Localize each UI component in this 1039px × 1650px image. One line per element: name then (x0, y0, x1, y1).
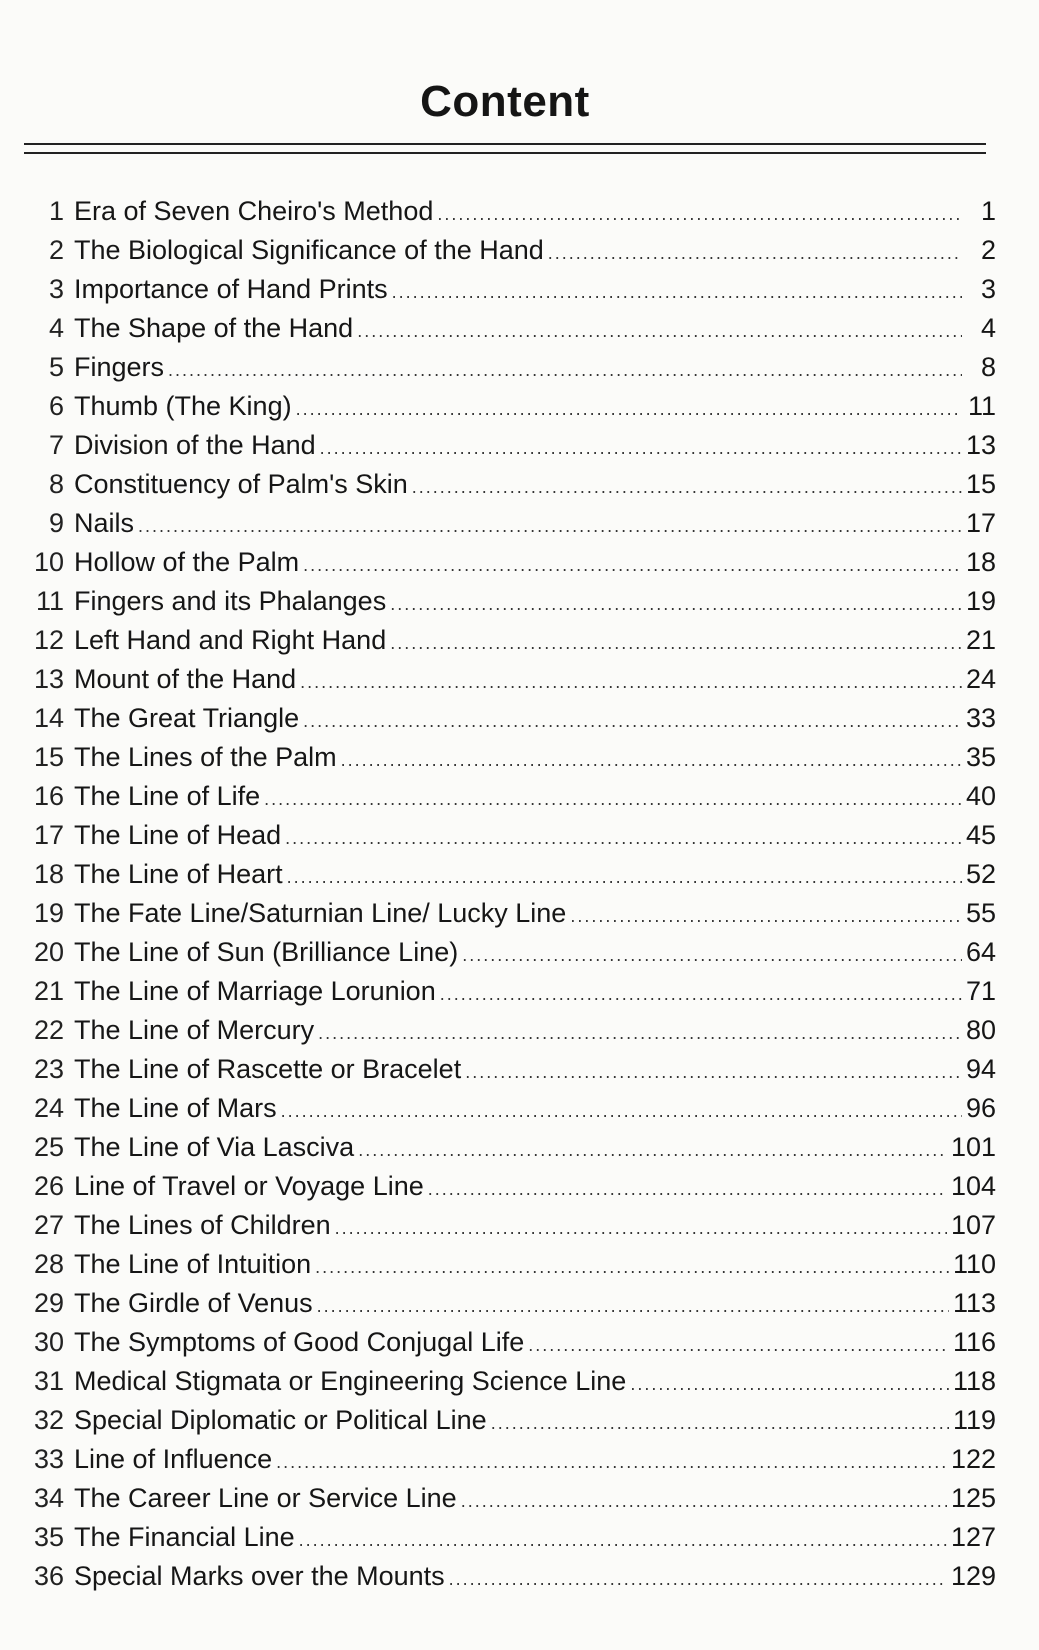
toc-entry (24, 309, 996, 348)
toc-entry-title: The Career Line or Service Line (74, 1483, 457, 1513)
toc-entry-page: 35 (965, 742, 996, 772)
toc-entry-title: Medical Stigmata or Engineering Science Line (74, 1366, 627, 1396)
toc-entry-page: 64 (965, 937, 996, 967)
toc-entry (24, 894, 996, 933)
toc-entry-number: 3 (48, 274, 64, 304)
toc-entry-title: The Lines of Children (74, 1210, 331, 1240)
toc-dot-leader (276, 1443, 947, 1482)
toc-entry (24, 699, 996, 738)
toc-dot-leader (528, 1326, 949, 1365)
toc-entry-number: 35 (33, 1522, 64, 1552)
toc-entry-page: 96 (965, 1093, 996, 1123)
toc-entry-page: 2 (980, 235, 996, 265)
toc-entry-number: 1 (48, 196, 64, 226)
toc-entry-title: Fingers (74, 352, 165, 382)
toc-entry-page: 110 (952, 1249, 996, 1279)
toc-entry-number: 22 (33, 1015, 64, 1045)
toc-entry-number: 25 (33, 1132, 64, 1162)
toc-entry-page: 119 (952, 1405, 996, 1435)
toc-entry-title: Line of Travel or Voyage Line (74, 1171, 424, 1201)
toc-entry-number: 20 (33, 937, 64, 967)
toc-entry (24, 1284, 996, 1323)
toc-entry-title: The Line of Intuition (74, 1249, 312, 1279)
toc-dot-leader (138, 507, 962, 546)
toc-entry-number: 17 (33, 820, 64, 850)
toc-entry-page: 52 (965, 859, 996, 889)
toc-entry (24, 1557, 996, 1596)
toc-entry-page: 1 (980, 196, 996, 226)
toc-entry-title: The Line of Head (74, 820, 282, 850)
toc-entry (24, 1167, 996, 1206)
toc-dot-leader (462, 936, 962, 975)
toc-entry-title: The Shape of the Hand (74, 313, 354, 343)
toc-entry-number: 6 (48, 391, 64, 421)
toc-entry-page: 127 (950, 1522, 996, 1552)
toc-entry-title: Constituency of Palm's Skin (74, 469, 408, 499)
toc-entry-number: 27 (33, 1210, 64, 1240)
toc-entry (24, 270, 996, 309)
toc-entry-page: 129 (950, 1561, 996, 1591)
toc-entry-number: 5 (48, 352, 64, 382)
toc-entry (24, 192, 996, 231)
toc-dot-leader (428, 1170, 947, 1209)
toc-entry-title: The Line of Rascette or Bracelet (74, 1054, 462, 1084)
toc-entry (24, 1440, 996, 1479)
toc-dot-leader (315, 1248, 949, 1287)
toc-dot-leader (440, 975, 962, 1014)
toc-entry-title: The Symptoms of Good Conjugal Life (74, 1327, 525, 1357)
toc-dot-leader (281, 1092, 962, 1131)
toc-entry-title: Special Diplomatic or Political Line (74, 1405, 487, 1435)
toc-entry-title: The Line of Life (74, 781, 261, 811)
page-title: Content (420, 77, 590, 127)
toc-entry-title: The Line of Marriage Lorunion (74, 976, 436, 1006)
toc-entry-number: 2 (48, 235, 64, 265)
toc-entry-page: 107 (950, 1210, 996, 1240)
toc-entry-title: The Great Triangle (74, 703, 300, 733)
toc-entry (24, 582, 996, 621)
toc-entry-title: The Line of Via Lasciva (74, 1132, 355, 1162)
toc-entry-title: Importance of Hand Prints (74, 274, 388, 304)
toc-dot-leader (461, 1482, 947, 1521)
toc-entry-title: The Line of Mars (74, 1093, 277, 1123)
toc-entry-number: 4 (48, 313, 64, 343)
toc-dot-leader (318, 1014, 962, 1053)
toc-entry-page: 80 (965, 1015, 996, 1045)
toc-entry-page: 15 (965, 469, 996, 499)
toc-entry-number: 29 (33, 1288, 64, 1318)
toc-entry-number: 26 (33, 1171, 64, 1201)
toc-entry-page: 122 (950, 1444, 996, 1474)
toc-entry (24, 1518, 996, 1557)
toc-entry (24, 1050, 996, 1089)
toc-dot-leader (465, 1053, 962, 1092)
toc-entry-title: Mount of the Hand (74, 664, 297, 694)
toc-entry-page: 118 (952, 1366, 996, 1396)
toc-entry-page: 8 (980, 352, 996, 382)
toc-entry-page: 101 (950, 1132, 996, 1162)
toc-entry (24, 1245, 996, 1284)
toc-entry-title: Nails (74, 508, 135, 538)
toc-entry-number: 12 (33, 625, 64, 655)
toc-dot-leader (303, 702, 962, 741)
toc-entry (24, 1479, 996, 1518)
toc-entry-page: 125 (950, 1483, 996, 1513)
toc-entry-page: 40 (965, 781, 996, 811)
toc-entry (24, 972, 996, 1011)
toc-entry-title: Left Hand and Right Hand (74, 625, 387, 655)
toc-entry-page: 55 (965, 898, 996, 928)
toc-entry (24, 660, 996, 699)
toc-dot-leader (264, 780, 962, 819)
toc-entry (24, 348, 996, 387)
toc-entry-number: 33 (33, 1444, 64, 1474)
toc-entry-number: 34 (33, 1483, 64, 1513)
toc-entry-number: 13 (33, 664, 64, 694)
toc-entry-title: Fingers and its Phalanges (74, 586, 387, 616)
toc-entry-page: 24 (965, 664, 996, 694)
toc-dot-leader (285, 819, 962, 858)
toc-entry (24, 1089, 996, 1128)
toc-entry-number: 7 (48, 430, 64, 460)
toc-dot-leader (570, 897, 962, 936)
toc-entry-title: The Biological Significance of the Hand (74, 235, 544, 265)
toc-entry (24, 855, 996, 894)
toc-dot-leader (358, 1131, 947, 1170)
toc-dot-leader (548, 234, 962, 273)
toc-entry-title: The Girdle of Venus (74, 1288, 313, 1318)
toc-entry-page: 18 (965, 547, 996, 577)
toc-entry-title: The Financial Line (74, 1522, 295, 1552)
title-divider-top (24, 143, 986, 145)
toc-entry-title: The Lines of the Palm (74, 742, 337, 772)
toc-entry-number: 9 (48, 508, 64, 538)
toc-entry-page: 3 (980, 274, 996, 304)
toc-entry-page: 71 (965, 976, 996, 1006)
toc-entry (24, 621, 996, 660)
toc-entry (24, 1206, 996, 1245)
toc-dot-leader (168, 351, 962, 390)
toc-dot-leader (335, 1209, 947, 1248)
toc-entry (24, 1128, 996, 1167)
toc-entry (24, 1011, 996, 1050)
toc-entry-number: 36 (33, 1561, 64, 1591)
toc-entry (24, 738, 996, 777)
toc-entry (24, 1362, 996, 1401)
toc-dot-leader (437, 195, 962, 234)
toc-entry-number: 8 (48, 469, 64, 499)
title-divider-bottom (24, 152, 986, 154)
toc-entry (24, 777, 996, 816)
toc-entry (24, 465, 996, 504)
toc-entry (24, 543, 996, 582)
toc-dot-leader (390, 585, 962, 624)
toc-entry-title: Thumb (The King) (74, 391, 292, 421)
toc-entry (24, 933, 996, 972)
toc-entry-title: Era of Seven Cheiro's Method (74, 196, 434, 226)
toc-entry-page: 13 (965, 430, 996, 460)
toc-entry-page: 104 (950, 1171, 996, 1201)
toc-entry-number: 31 (33, 1366, 64, 1396)
toc-entry (24, 1323, 996, 1362)
toc-entry (24, 504, 996, 543)
toc-entry (24, 387, 996, 426)
toc-entry-page: 17 (965, 508, 996, 538)
toc-entry-number: 10 (33, 547, 64, 577)
toc-entry-number: 24 (33, 1093, 64, 1123)
toc-dot-leader (296, 390, 962, 429)
toc-dot-leader (630, 1365, 949, 1404)
toc-entry-page: 45 (965, 820, 996, 850)
toc-entry-number: 14 (33, 703, 64, 733)
toc-entry-number: 30 (33, 1327, 64, 1357)
toc-entry-number: 16 (33, 781, 64, 811)
toc-entry-number: 15 (33, 742, 64, 772)
toc-entry (24, 1401, 996, 1440)
toc-dot-leader (317, 1287, 949, 1326)
toc-dot-leader (392, 273, 962, 312)
toc-entry-number: 32 (33, 1405, 64, 1435)
toc-entry-title: Division of the Hand (74, 430, 316, 460)
toc-entry-title: The Fate Line/Saturnian Line/ Lucky Line (74, 898, 567, 928)
toc-dot-leader (390, 624, 962, 663)
toc-entry-title: Line of Influence (74, 1444, 273, 1474)
toc-entry-number: 18 (33, 859, 64, 889)
toc-entry-number: 28 (33, 1249, 64, 1279)
toc-entry-page: 113 (952, 1288, 996, 1318)
toc-entry-title: The Line of Mercury (74, 1015, 315, 1045)
toc-entry-title: Hollow of the Palm (74, 547, 300, 577)
toc-entry-page: 116 (952, 1327, 996, 1357)
toc-dot-leader (303, 546, 962, 585)
toc-dot-leader (320, 429, 962, 468)
toc-entry-number: 11 (35, 586, 64, 616)
toc-entry (24, 231, 996, 270)
toc-entry-number: 21 (33, 976, 64, 1006)
toc-dot-leader (341, 741, 962, 780)
toc-entry-page: 11 (967, 391, 996, 421)
toc-entry (24, 816, 996, 855)
toc-dot-leader (449, 1560, 947, 1599)
table-of-contents (24, 192, 996, 1596)
toc-entry-title: Special Marks over the Mounts (74, 1561, 445, 1591)
toc-entry-page: 94 (965, 1054, 996, 1084)
toc-dot-leader (412, 468, 962, 507)
toc-entry-page: 4 (980, 313, 996, 343)
toc-entry-number: 19 (33, 898, 64, 928)
toc-dot-leader (491, 1404, 949, 1443)
toc-dot-leader (287, 858, 962, 897)
toc-dot-leader (299, 1521, 947, 1560)
toc-dot-leader (357, 312, 962, 351)
toc-entry-page: 19 (965, 586, 996, 616)
toc-entry-page: 33 (965, 703, 996, 733)
toc-entry-title: The Line of Sun (Brilliance Line) (74, 937, 459, 967)
toc-entry (24, 426, 996, 465)
toc-dot-leader (300, 663, 962, 702)
toc-entry-title: The Line of Heart (74, 859, 283, 889)
toc-entry-number: 23 (33, 1054, 64, 1084)
toc-entry-page: 21 (965, 625, 996, 655)
